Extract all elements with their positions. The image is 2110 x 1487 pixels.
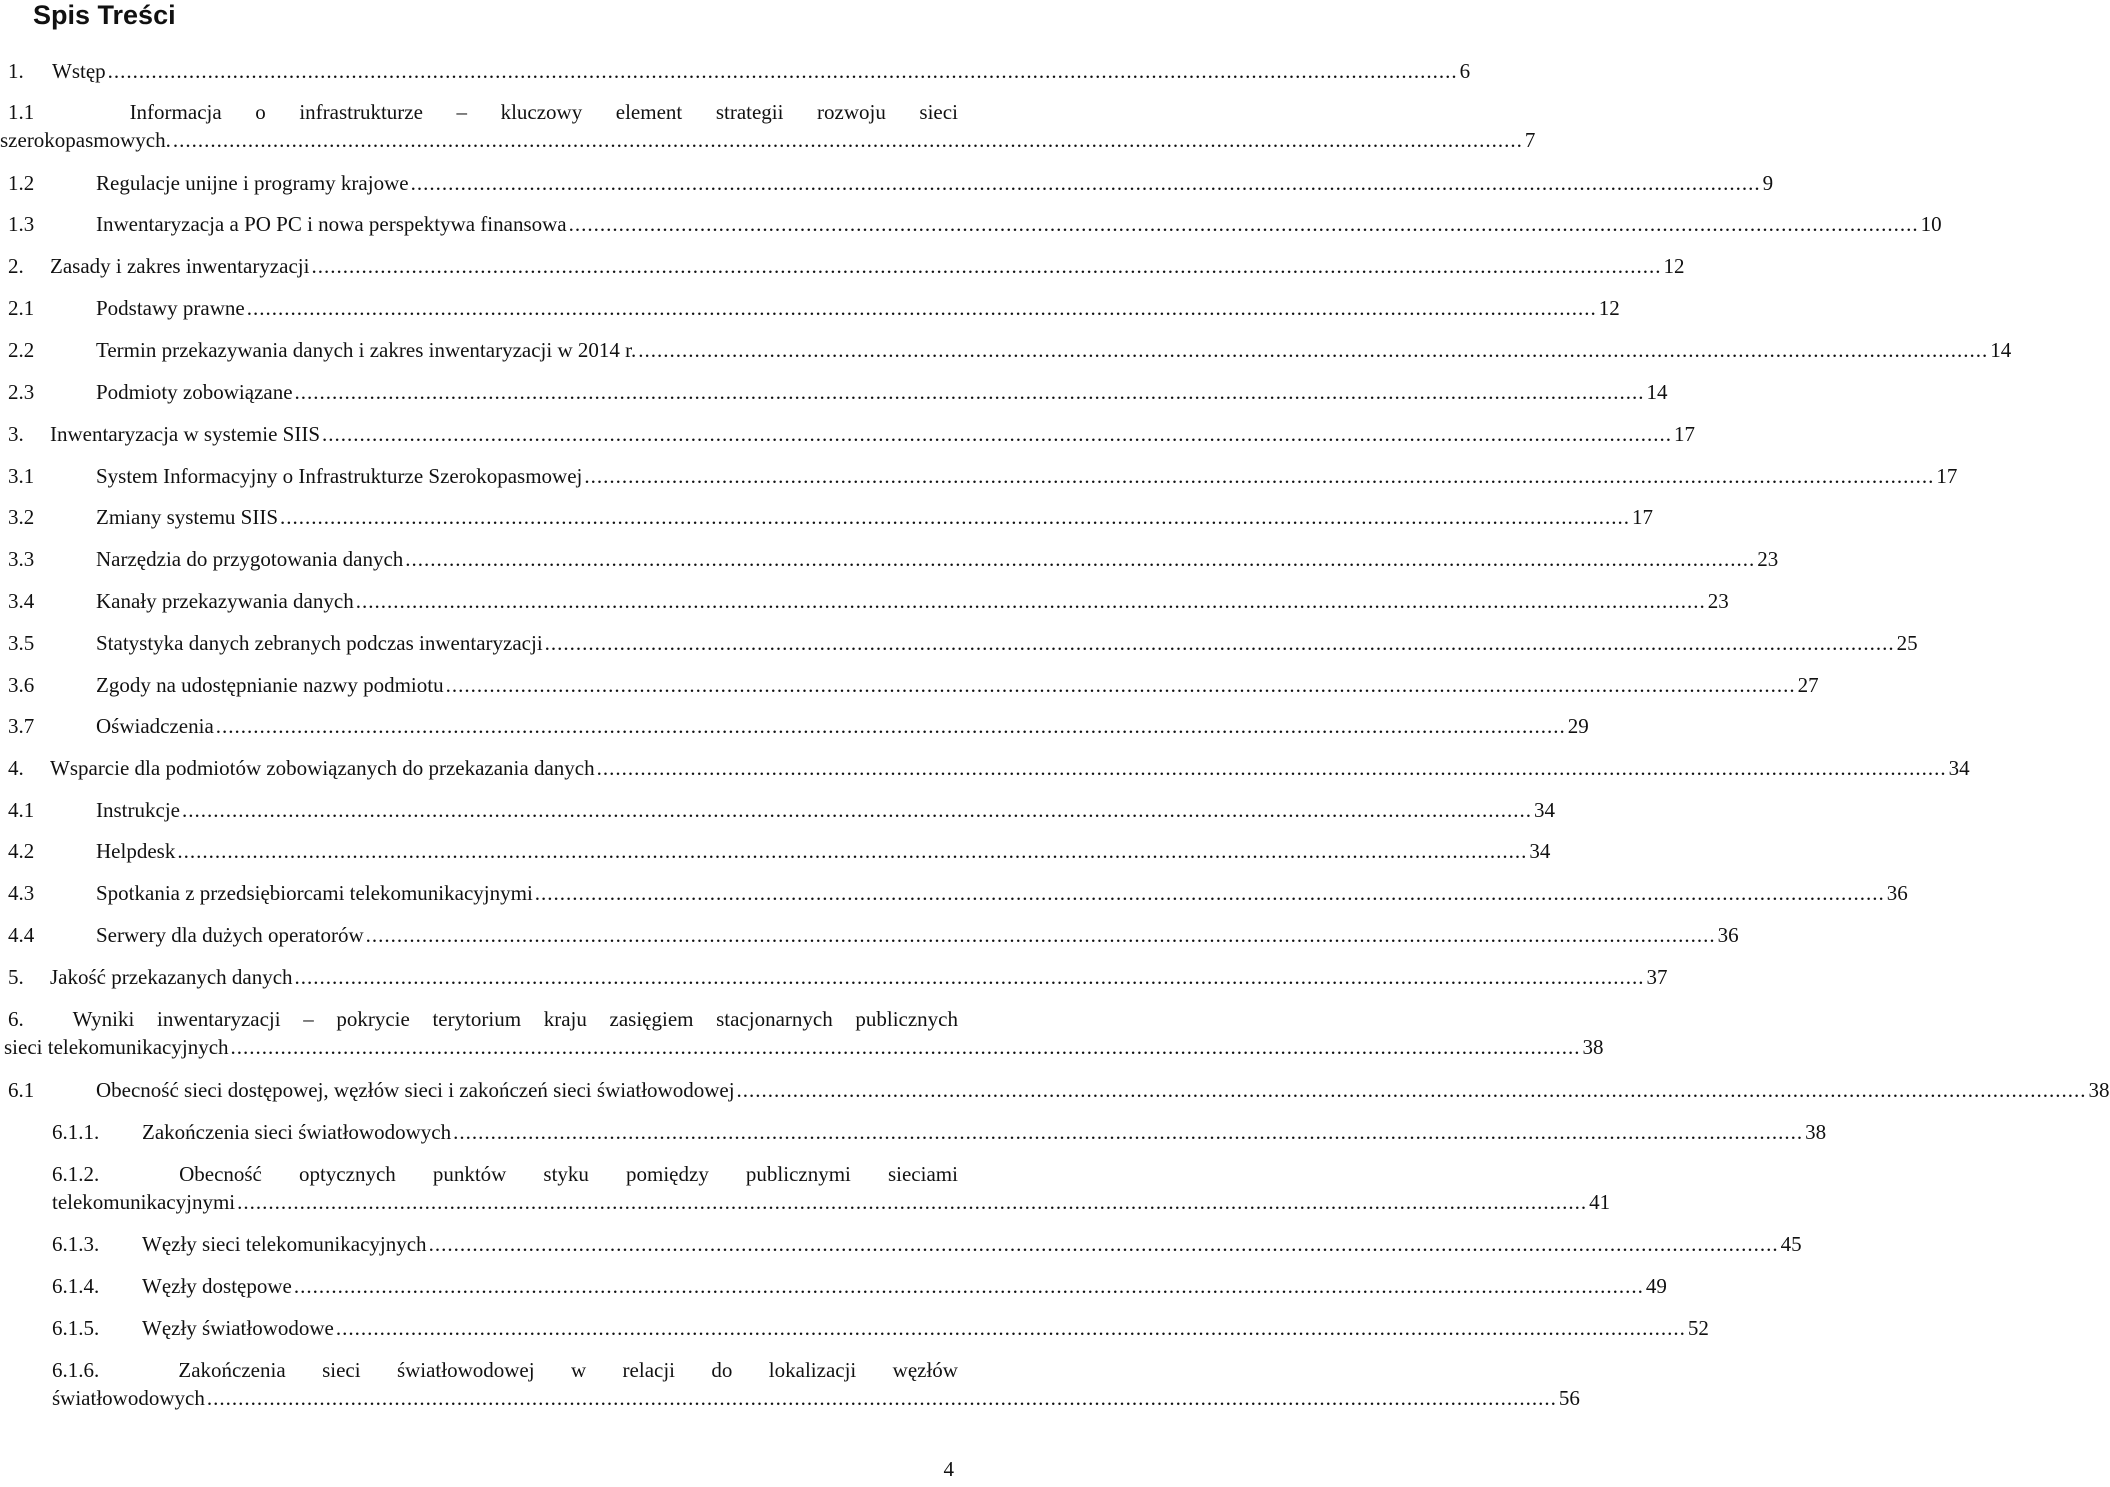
toc-entry[interactable]: [8, 169, 1774, 197]
toc-entry-number: 6.1.3.: [52, 1232, 100, 1256]
toc-entry-title: Węzły sieci telekomunikacyjnych: [142, 1232, 427, 1256]
toc-entry-first-line: [4, 1005, 958, 1033]
toc-entry-title-word: kraju: [543, 1007, 587, 1031]
toc-entry-title-word: sieciami: [887, 1162, 958, 1186]
toc-entry-number: 3.5: [8, 631, 35, 655]
toc-entry-line: [8, 879, 1908, 907]
toc-page-number: 17: [1632, 505, 1653, 529]
toc-dot-leader: [411, 169, 1761, 197]
toc-entry[interactable]: [8, 420, 1695, 448]
toc-entry-title: Węzły dostępowe: [142, 1274, 292, 1298]
toc-entry-line: [8, 57, 1471, 85]
toc-page-number: 27: [1797, 673, 1819, 697]
toc-page-number: 52: [1687, 1316, 1709, 1340]
toc-entry[interactable]: [8, 545, 1779, 573]
toc-entry-title-word: do: [711, 1358, 733, 1382]
toc-entry[interactable]: [8, 921, 1739, 949]
toc-dot-leader: [597, 754, 1947, 782]
toc-entry-number: 6.: [8, 1007, 24, 1031]
toc-page-number: 17: [1674, 422, 1695, 446]
toc-entry[interactable]: [52, 1160, 1611, 1216]
toc-entry-title: Oświadczenia: [96, 714, 214, 738]
toc-page-number: 34: [1948, 756, 1970, 780]
toc-entry-line: [8, 294, 1620, 322]
toc-entry-title: Wsparcie dla podmiotów zobowiązanych do przekazania danych: [50, 756, 595, 780]
toc-page-number: 23: [1707, 589, 1729, 613]
toc-entry-title-word: światłowodowej: [396, 1358, 535, 1382]
toc-entry-number: 3.: [8, 422, 24, 446]
toc-entry-number: 3.4: [8, 589, 35, 613]
toc-entry-title: Instrukcje: [96, 798, 180, 822]
toc-entry-line: [8, 545, 1779, 573]
toc-entry-line: [8, 169, 1774, 197]
toc-entry-line: [8, 503, 1653, 531]
toc-dot-leader: [173, 126, 1523, 154]
page-title: Spis Treści: [33, 0, 176, 30]
toc-entry-number: 2.3: [8, 380, 35, 404]
toc-entry-title: Inwentaryzacja a PO PC i nowa perspektywa finansowa: [96, 212, 567, 236]
toc-entry[interactable]: [8, 503, 1653, 531]
toc-entry-continuation: [0, 126, 1536, 154]
toc-entry-title: Jakość przekazanych danych: [50, 965, 293, 989]
toc-entry-number: 6.1.6.: [52, 1358, 100, 1382]
toc-page-number: 45: [1780, 1232, 1802, 1256]
toc-entry-title-word: Wyniki: [72, 1007, 135, 1031]
toc-page-number: 29: [1567, 714, 1589, 738]
toc-entry-number: 6.1: [8, 1078, 35, 1102]
toc-entry-title-word: pomiędzy: [626, 1162, 709, 1186]
toc-entry-title-word: –: [456, 100, 467, 124]
toc-entry-number: 3.2: [8, 505, 35, 529]
toc-dot-leader: [294, 1272, 1644, 1300]
toc-entry-title-word: infrastrukturze: [299, 100, 423, 124]
toc-entry-line: [8, 837, 1551, 865]
toc-entry-title: Kanały przekazywania danych: [96, 589, 354, 613]
toc-entry-continuation: [52, 1384, 1580, 1412]
toc-entry[interactable]: [8, 462, 1958, 490]
toc-entry-title-word: zasięgiem: [609, 1007, 694, 1031]
toc-page-number: 36: [1886, 881, 1908, 905]
toc-entry-number: 4.4: [8, 923, 35, 947]
toc-entry-number: 4.1: [8, 798, 35, 822]
toc-page-number: 56: [1558, 1386, 1580, 1410]
toc-entry-line: [52, 1314, 1709, 1342]
toc-entry-title-word: węzłów: [892, 1358, 958, 1382]
toc-entry-title-word: Zakończenia: [178, 1358, 286, 1382]
toc-entry-title-word: stacjonarnych: [716, 1007, 833, 1031]
toc-entry[interactable]: [52, 1230, 1802, 1258]
toc-dot-leader: [237, 1188, 1587, 1216]
toc-entry-title: Termin przekazywania danych i zakres inwentaryzacji w 2014 r.: [96, 338, 637, 362]
toc-entry[interactable]: [8, 57, 1471, 85]
toc-entry[interactable]: [8, 294, 1620, 322]
toc-page-number: 10: [1920, 212, 1942, 236]
toc-entry-title-word: w: [570, 1358, 587, 1382]
toc-entry-line: [8, 1076, 2110, 1104]
toc-entry-title: Wstęp: [52, 59, 106, 83]
toc-page-number: 41: [1589, 1190, 1611, 1214]
toc-entry-title-word: element: [615, 100, 683, 124]
toc-entry-title: Regulacje unijne i programy krajowe: [96, 171, 409, 195]
toc-entry-title-continued: telekomunikacyjnymi: [52, 1190, 236, 1214]
toc-dot-leader: [247, 294, 1597, 322]
toc-entry-title-word: strategii: [715, 100, 784, 124]
toc-page-number: 23: [1757, 547, 1779, 571]
toc-entry-title: Zakończenia sieci światłowodowych: [142, 1120, 452, 1144]
page-number: 4: [943, 1457, 954, 1481]
toc-page-number: 38: [2088, 1078, 2110, 1102]
toc-entry-number: 3.7: [8, 714, 35, 738]
toc-entry-line: [8, 420, 1695, 448]
toc-page-number: 38: [1805, 1120, 1827, 1144]
toc-entry-number: 6.1.5.: [52, 1316, 100, 1340]
toc-entry-title-word: lokalizacji: [768, 1358, 857, 1382]
toc-page-number: 9: [1762, 171, 1774, 195]
toc-entry-number: 6.1.4.: [52, 1274, 100, 1298]
toc-page-number: 49: [1645, 1274, 1667, 1298]
toc-dot-leader: [231, 1033, 1581, 1061]
toc-entry-title: Spotkania z przedsiębiorcami telekomunikacyjnymi: [96, 881, 533, 905]
toc-page-number: 36: [1717, 923, 1739, 947]
toc-entry-title-word: inwentaryzacji: [156, 1007, 281, 1031]
toc-dot-leader: [366, 921, 1716, 949]
toc-entry-line: [52, 1230, 1802, 1258]
toc-entry[interactable]: [8, 587, 1729, 615]
toc-dot-leader: [108, 57, 1458, 85]
toc-entry-title-continued: światłowodowych: [52, 1386, 205, 1410]
toc-entry-title-word: publicznymi: [745, 1162, 851, 1186]
toc-entry[interactable]: [4, 1005, 1604, 1061]
toc-entry[interactable]: [52, 1356, 1580, 1412]
toc-entry[interactable]: [0, 98, 1536, 154]
toc-entry-title: Serwery dla dużych operatorów: [96, 923, 364, 947]
toc-entry-first-line: [52, 1160, 958, 1188]
toc-entry-title: Podmioty zobowiązane: [96, 380, 293, 404]
toc-entry-number: 1.1: [8, 100, 35, 124]
toc-entry[interactable]: [8, 1076, 2110, 1104]
toc-entry-line: [8, 462, 1958, 490]
toc-dot-leader: [446, 671, 1796, 699]
toc-entry-line: [8, 921, 1739, 949]
toc-entry-title-word: punktów: [432, 1162, 507, 1186]
toc-dot-leader: [295, 378, 1645, 406]
toc-page-number: 6: [1459, 59, 1471, 83]
toc-page-number: 14: [1646, 380, 1668, 404]
toc-page-number: 37: [1646, 965, 1668, 989]
toc-entry-number: 2.2: [8, 338, 35, 362]
toc-entry-title: Zasady i zakres inwentaryzacji: [50, 254, 310, 278]
toc-dot-leader: [216, 712, 1566, 740]
toc-entry-title-word: publicznych: [855, 1007, 958, 1031]
toc-entry-first-line: [0, 98, 958, 126]
toc-dot-leader: [207, 1384, 1557, 1412]
toc-entry-number: 5.: [8, 965, 24, 989]
toc-dot-leader: [453, 1118, 1803, 1146]
toc-entry-title: Helpdesk: [96, 839, 176, 863]
toc-page-number: 38: [1582, 1035, 1604, 1059]
toc-entry-title-word: sieci: [919, 100, 958, 124]
toc-entry[interactable]: [8, 754, 1970, 782]
toc-entry-title-word: rozwoju: [817, 100, 886, 124]
toc-entry[interactable]: [52, 1118, 1827, 1146]
toc-entry-number: 4.2: [8, 839, 35, 863]
toc-entry-line: [8, 671, 1819, 699]
toc-entry-line: [52, 1118, 1827, 1146]
toc-entry-title-word: terytorium: [432, 1007, 522, 1031]
toc-entry-number: 3.1: [8, 464, 35, 488]
toc-entry-title-word: styku: [543, 1162, 589, 1186]
toc-entry-line: [8, 963, 1668, 991]
toc-entry-line: [8, 336, 2012, 364]
toc-entry-first-line: [52, 1356, 958, 1384]
toc-dot-leader: [336, 1314, 1686, 1342]
toc-entry[interactable]: [8, 336, 2012, 364]
toc-entry[interactable]: [52, 1314, 1709, 1342]
toc-entry-line: [8, 712, 1589, 740]
toc-entry-title: Statystyka danych zebranych podczas inwentaryzacji: [96, 631, 543, 655]
toc-entry-number: 6.1.1.: [52, 1120, 100, 1144]
toc-entry-line: [8, 587, 1729, 615]
toc-entry-title: Narzędzia do przygotowania danych: [96, 547, 404, 571]
toc-entry-title: Zgody na udostępnianie nazwy podmiotu: [96, 673, 444, 697]
toc-dot-leader: [177, 837, 1527, 865]
toc-dot-leader: [638, 336, 1988, 364]
toc-entry-title: System Informacyjny o Infrastrukturze Szerokopasmowej: [96, 464, 583, 488]
toc-entry-line: [8, 210, 1942, 238]
toc-dot-leader: [429, 1230, 1779, 1258]
toc-entry[interactable]: [52, 1272, 1667, 1300]
toc-page-number: 14: [1990, 338, 2012, 362]
toc-page-number: 7: [1524, 128, 1536, 152]
toc-entry-title-word: o: [255, 100, 266, 124]
toc-entry-number: 1.3: [8, 212, 35, 236]
toc-entry[interactable]: [8, 796, 1555, 824]
toc-dot-leader: [295, 963, 1645, 991]
toc-entry[interactable]: [8, 837, 1551, 865]
toc-entry-line: [8, 378, 1668, 406]
toc-entry-number: 3.3: [8, 547, 35, 571]
toc-entry[interactable]: [8, 671, 1819, 699]
toc-dot-leader: [405, 545, 1755, 573]
toc-entry-number: 6.1.2.: [52, 1162, 100, 1186]
toc-dot-leader: [311, 252, 1661, 280]
toc-entry[interactable]: [8, 963, 1668, 991]
toc-entry[interactable]: [8, 378, 1668, 406]
toc-entry-number: 4.: [8, 756, 24, 780]
toc-entry-number: 2.: [8, 254, 24, 278]
toc-entry-title: Podstawy prawne: [96, 296, 245, 320]
toc-entry-title: Węzły światłowodowe: [142, 1316, 334, 1340]
toc-entry-title-word: sieci: [322, 1358, 361, 1382]
toc-entry[interactable]: [8, 629, 1918, 657]
toc-entry[interactable]: [8, 712, 1589, 740]
toc-entry-title: Zmiany systemu SIIS: [96, 505, 278, 529]
toc-entry-title-word: relacji: [622, 1358, 676, 1382]
toc-dot-leader: [280, 503, 1630, 531]
toc-dot-leader: [182, 796, 1532, 824]
toc-entry-number: 4.3: [8, 881, 35, 905]
toc-entry[interactable]: [8, 210, 1942, 238]
toc-dot-leader: [322, 420, 1672, 448]
toc-entry-title: Inwentaryzacja w systemie SIIS: [50, 422, 320, 446]
toc-entry-title-word: Obecność: [179, 1162, 262, 1186]
toc-page-number: 17: [1936, 464, 1958, 488]
toc-dot-leader: [584, 462, 1934, 490]
toc-entry-number: 1.2: [8, 171, 35, 195]
toc-dot-leader: [545, 629, 1895, 657]
toc-entry-title: Obecność sieci dostępowej, węzłów sieci i zakończeń sieci światłowodowej: [96, 1078, 735, 1102]
toc-entry-line: [8, 252, 1685, 280]
toc-dot-leader: [356, 587, 1706, 615]
toc-entry-title-word: –: [303, 1007, 314, 1031]
toc-page-number: 34: [1529, 839, 1551, 863]
toc-entry-number: 1.: [8, 59, 24, 83]
toc-entry-number: 2.1: [8, 296, 35, 320]
toc-entry-title-word: Informacja: [129, 100, 222, 124]
toc-entry[interactable]: [8, 879, 1908, 907]
toc-entry-title-continued: sieci telekomunikacyjnych: [4, 1035, 229, 1059]
toc-page-number: 12: [1663, 254, 1685, 278]
toc-entry-number: 3.6: [8, 673, 35, 697]
toc-entry-title-word: optycznych: [298, 1162, 396, 1186]
toc-dot-leader: [569, 210, 1919, 238]
toc-entry-title-continued: szerokopasmowych.: [0, 128, 171, 152]
toc-entry-title-word: pokrycie: [336, 1007, 410, 1031]
toc-entry-continuation: [4, 1033, 1604, 1061]
toc-entry-line: [8, 796, 1555, 824]
toc-entry-line: [8, 754, 1970, 782]
toc-page-number: 12: [1598, 296, 1620, 320]
toc-page-number: 25: [1896, 631, 1918, 655]
toc-page-number: 34: [1533, 798, 1555, 822]
toc-entry-title-word: kluczowy: [500, 100, 583, 124]
toc-dot-leader: [737, 1076, 2087, 1104]
toc-entry-continuation: [52, 1188, 1611, 1216]
toc-entry[interactable]: [8, 252, 1685, 280]
toc-dot-leader: [535, 879, 1885, 907]
toc-entry-line: [52, 1272, 1667, 1300]
toc-entry-line: [8, 629, 1918, 657]
